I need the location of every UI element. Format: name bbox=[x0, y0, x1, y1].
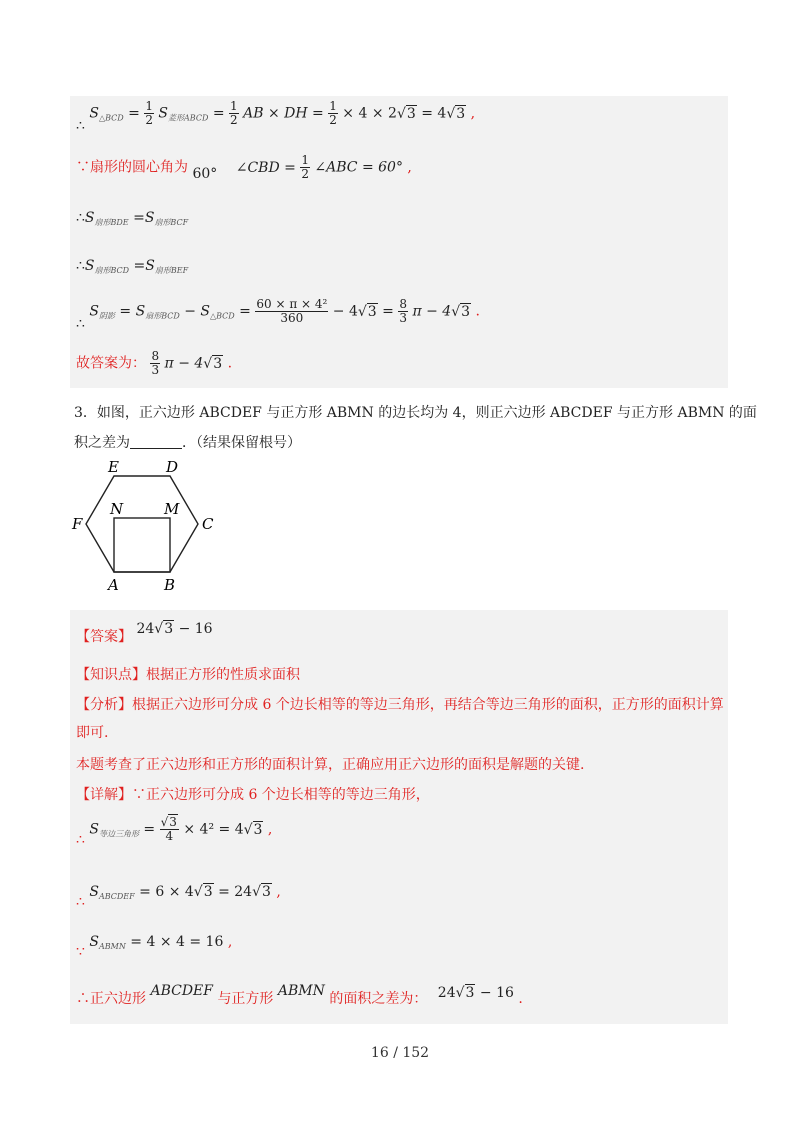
detail-conclusion: ∴正六边形 ABCDEF 与正方形 ABMN 的面积之差为： 24√3 − 16 . bbox=[76, 983, 523, 1007]
label-M: M bbox=[164, 500, 180, 518]
answer-blank bbox=[130, 436, 182, 449]
knowledge-point-line: 【知识点】根据正方形的性质求面积 bbox=[76, 667, 300, 683]
label-N: N bbox=[110, 500, 124, 518]
solution-box-previous bbox=[70, 96, 728, 388]
analysis-line: 【分析】根据正六边形可分成 6 个边长相等的等边三角形，再结合等边三角形的面积，正方形的面积计算 bbox=[76, 697, 724, 713]
label-D: D bbox=[166, 458, 179, 476]
summary-line: 本题考查了正六边形和正方形的面积计算，正确应用正六边形的面积是解题的关键. bbox=[76, 757, 585, 773]
detail-triangle-area: ∴ $S_{等边三角形}$ = $\frac{√3}{4}$ × 4² = 4√3 , bbox=[76, 815, 273, 848]
line-area-bcd: ∴ $S_{\triangle BCD}$ = $\frac{1}{2}$ $S_{菱形ABCD}$ = $\frac{1}{2}$ AB × DH = $\frac{1}{2}$ × 4 × 2√3 = 4√3 , bbox=[76, 99, 476, 134]
line-final-answer-prev: 故答案为： $\frac{8}{3}$ π − 4√3 . bbox=[76, 349, 233, 377]
line-sector-bcd: $\therefore S_{扇形BCD} =S_{扇形BEF}$ bbox=[76, 258, 189, 275]
hexagon-square-figure bbox=[66, 456, 226, 596]
line-sector-angle: ∵扇形的圆心角为 60° ∠CBD = $\frac{1}{2}$ ∠ABC = 60° , bbox=[76, 153, 412, 182]
answer-line: 【答案】 24√3 − 16 bbox=[76, 621, 213, 645]
label-A: A bbox=[108, 576, 119, 594]
line-sector-bde: $\therefore S_{扇形BDE} =S_{扇形BCF}$ bbox=[76, 210, 189, 227]
label-B: B bbox=[164, 576, 176, 594]
label-E: E bbox=[108, 458, 119, 476]
square-shape bbox=[114, 518, 170, 572]
detail-hexagon-area: ∴ $S_{ABCDEF} = 6 \times 4√3 = 24√3$ , bbox=[76, 884, 281, 910]
detail-square-area: ∵ $S_{ABMN} = 4 \times 4 = 16$ , bbox=[76, 934, 233, 960]
label-C: C bbox=[202, 515, 214, 533]
question-text-line2: 积之差为 ．（结果保留根号） bbox=[74, 435, 301, 451]
hexagon-shape bbox=[86, 476, 198, 572]
label-F: F bbox=[72, 515, 83, 533]
line-shaded-area: ∴ $S_{阴影} = S_{扇形BCD} - S_{\triangle BCD}$ = $\frac{\text{60 × π × 4²}}{360}$ − 4√3 = $\frac{8}{3}$ π − 4√3 . bbox=[76, 297, 480, 332]
detail-line: 【详解】∵正六边形可分成 6 个边长相等的等边三角形， bbox=[76, 787, 430, 803]
page-number: 16 / 152 bbox=[370, 1045, 430, 1061]
analysis-line2: 即可. bbox=[76, 725, 109, 741]
question-text-line1: 3．如图，正六边形 ABCDEF 与正方形 ABMN 的边长均为 4，则正六边形 ABCDEF 与正方形 ABMN 的面 bbox=[74, 405, 757, 421]
